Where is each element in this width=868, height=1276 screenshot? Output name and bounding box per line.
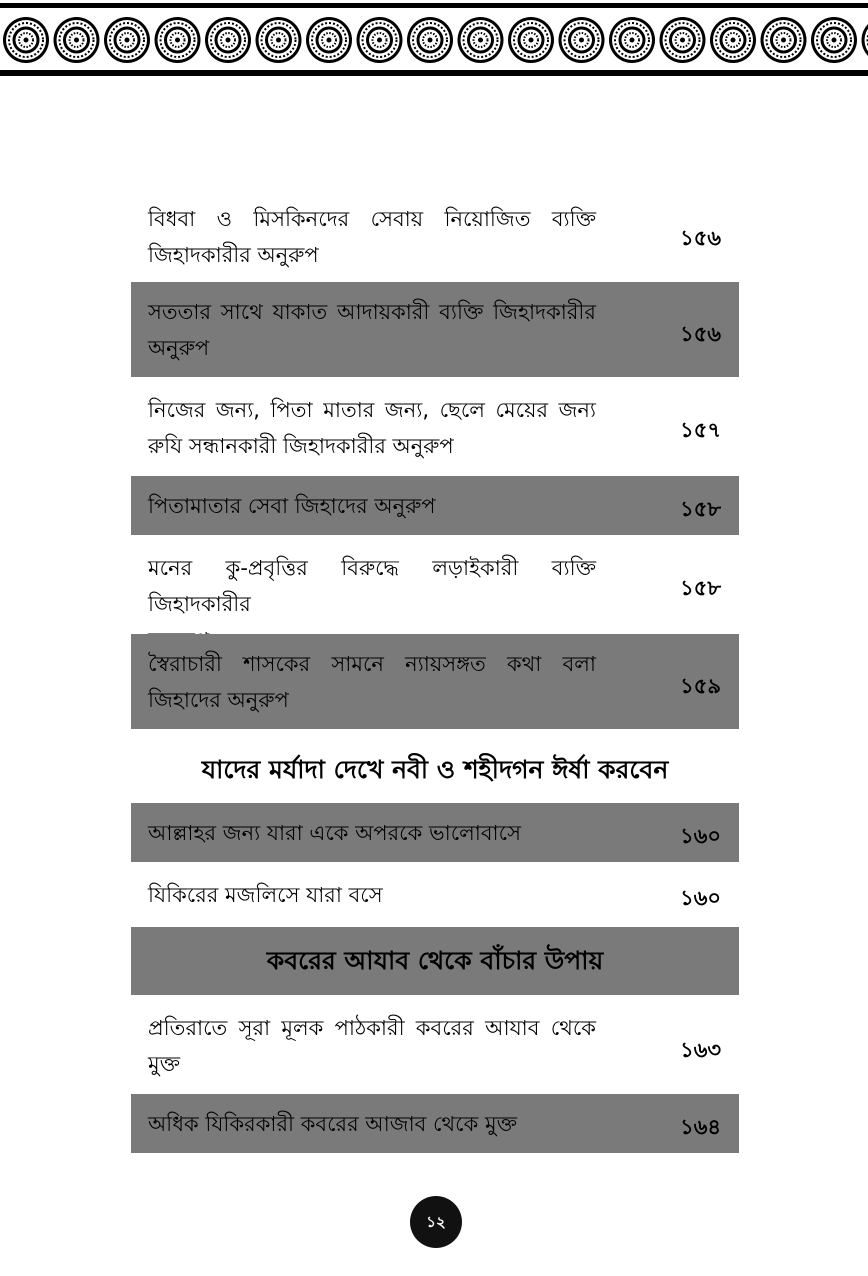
toc-entry-line: সততার সাথে যাকাত আদায়কারী ব্যক্তি জিহাদকারীর bbox=[148, 300, 596, 324]
toc-entry-page: ১৫৮ bbox=[680, 497, 721, 521]
rosette-icon bbox=[256, 17, 302, 63]
toc-entry-line: বিধবা ও মিসকিনদের সেবায় নিয়োজিত ব্যক্তি bbox=[148, 207, 596, 231]
toc-entry-title bbox=[148, 488, 596, 524]
toc-entry bbox=[131, 380, 739, 473]
toc-entry-page: ১৬০ bbox=[680, 886, 721, 910]
rosette-icon bbox=[710, 17, 756, 63]
toc-entry-page: ১৫৮ bbox=[680, 576, 721, 600]
toc-entry-page: ১৬৩ bbox=[680, 1038, 721, 1062]
rosette-icon bbox=[862, 17, 868, 63]
border-line-bottom bbox=[0, 70, 868, 76]
toc-entry-page: ১৫৬ bbox=[680, 322, 721, 346]
toc-entry-line: অধিক যিকিরকারী কবরের আজাব থেকে মুক্ত bbox=[148, 1112, 518, 1136]
ornamental-rosette-icon bbox=[0, 13, 868, 67]
toc-entry bbox=[131, 1094, 739, 1153]
rosette-icon bbox=[54, 17, 100, 63]
toc-entry-page: ১৬০ bbox=[680, 824, 721, 848]
toc-entry-line: স্বৈরাচারী শাসকের সামনে ন্যায়সঙ্গত কথা বলা bbox=[148, 652, 596, 676]
rosette-icon bbox=[3, 17, 49, 63]
toc-entry-page: ১৫৭ bbox=[680, 418, 721, 442]
toc-entry-line: আল্লাহর জন্য যারা একে অপরকে ভালোবাসে bbox=[148, 821, 521, 845]
toc-entry bbox=[131, 865, 739, 924]
rosette-icon bbox=[761, 17, 807, 63]
toc-entry-title bbox=[148, 1106, 596, 1142]
toc-entry-title bbox=[148, 201, 596, 273]
rosette-icon bbox=[155, 17, 201, 63]
toc-entry-title bbox=[148, 1010, 596, 1082]
toc-entry-title bbox=[148, 294, 596, 366]
page-number-badge: ১২ bbox=[410, 1196, 462, 1248]
section-heading: যাদের মর্যাদা দেখে নবী ও শহীদগন ঈর্ষা করবেন bbox=[201, 755, 669, 784]
toc-entry-line: মুক্ত bbox=[148, 1052, 181, 1076]
rosette-icon bbox=[306, 17, 352, 63]
toc-entry bbox=[131, 196, 739, 279]
rosette-icon bbox=[205, 17, 251, 63]
toc-entry-page: ১৫৬ bbox=[680, 226, 721, 250]
toc-entry-line: নিজের জন্য, পিতা মাতার জন্য, ছেলে মেয়ের জন্য bbox=[148, 398, 596, 422]
toc-entry bbox=[131, 803, 739, 862]
border-line-top bbox=[0, 3, 868, 8]
toc-entry bbox=[131, 634, 739, 729]
toc-entry-line: প্রতিরাতে সূরা মূলক পাঠকারী কবরের আযাব থেকে bbox=[148, 1016, 596, 1040]
rosette-icon bbox=[660, 17, 706, 63]
toc-entry-line: জিহাদের অনুরুপ bbox=[148, 688, 289, 712]
toc-entry-title bbox=[148, 392, 596, 464]
toc-entry bbox=[131, 1000, 739, 1091]
decorative-border bbox=[0, 0, 868, 80]
rosette-icon bbox=[508, 17, 554, 63]
toc-entry-line: যিকিরের মজলিসে যারা বসে bbox=[148, 883, 383, 907]
toc-entry bbox=[131, 282, 739, 377]
toc-entry-line: মনের কু-প্রবৃত্তির বিরুদ্ধে লড়াইকারী ব্যক্তি জিহাদকারীর bbox=[148, 556, 596, 616]
ornament-strip bbox=[0, 13, 868, 67]
section-heading: কবরের আযাব থেকে বাঁচার উপায় bbox=[131, 927, 739, 995]
rosette-icon bbox=[458, 17, 504, 63]
toc-entry-title bbox=[148, 877, 596, 913]
rosette-icon bbox=[559, 17, 605, 63]
toc-entry-title bbox=[148, 646, 596, 718]
toc-entry-line: রুযি সন্ধানকারী জিহাদকারীর অনুরুপ bbox=[148, 434, 454, 458]
toc-entry bbox=[131, 476, 739, 535]
toc-entry-line: পিতামাতার সেবা জিহাদের অনুরুপ bbox=[148, 494, 436, 518]
toc-entry-page: ১৬৪ bbox=[680, 1115, 721, 1139]
rosette-icon bbox=[407, 17, 453, 63]
toc-entry-line: অনুরুপ bbox=[148, 336, 210, 360]
toc-entry-title bbox=[148, 815, 596, 851]
toc-entry-page: ১৫৯ bbox=[680, 674, 721, 698]
toc-entry-line: জিহাদকারীর অনুরুপ bbox=[148, 243, 319, 267]
rosette-icon bbox=[104, 17, 150, 63]
rosette-icon bbox=[609, 17, 655, 63]
rosette-icon bbox=[811, 17, 857, 63]
rosette-icon bbox=[357, 17, 403, 63]
toc-entry bbox=[131, 538, 739, 631]
